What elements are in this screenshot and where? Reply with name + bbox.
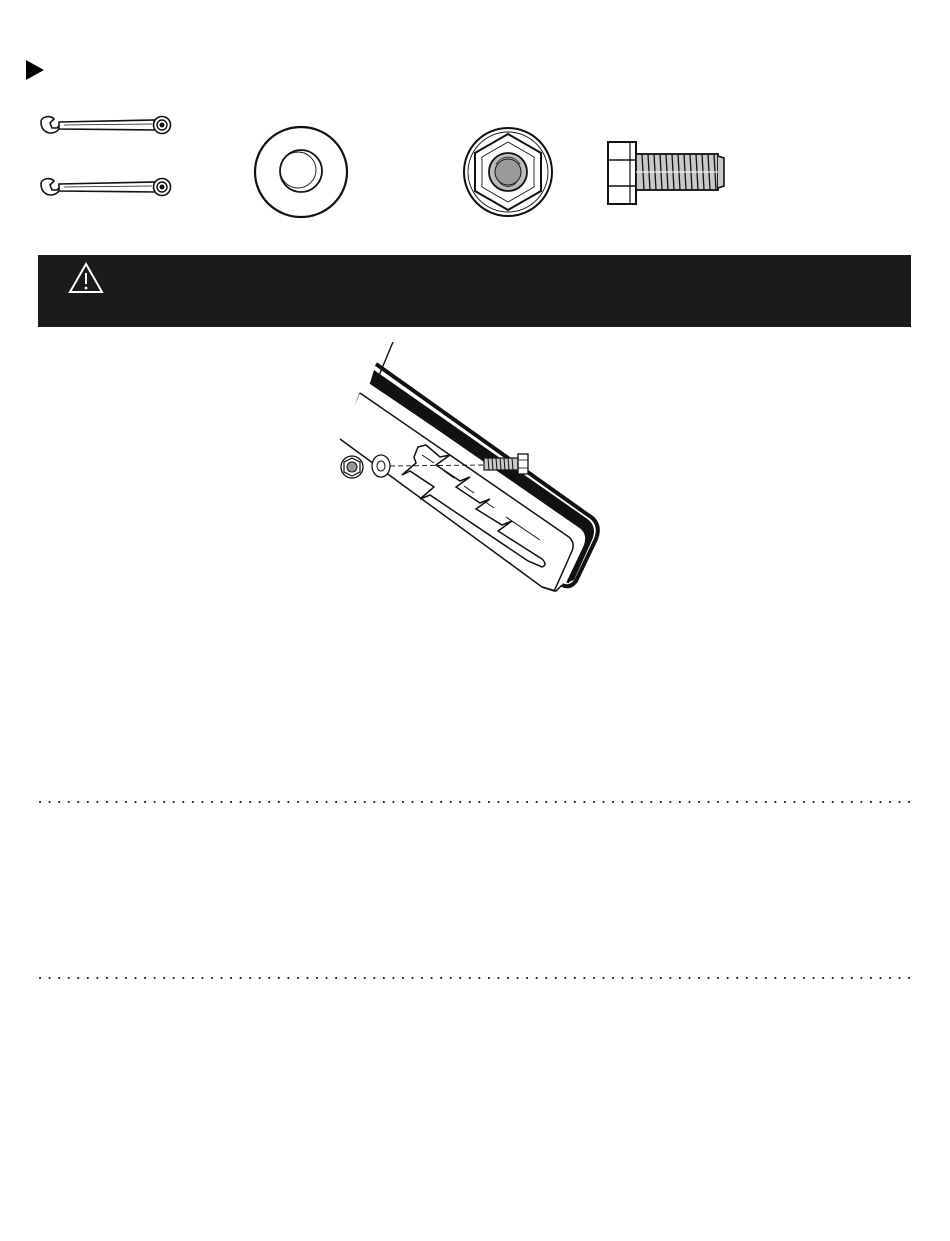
- step-marker-icon: [26, 60, 44, 80]
- warning-bar: [38, 255, 911, 327]
- wrench-icon: [38, 175, 174, 201]
- wrench-icon: [38, 113, 174, 139]
- hex-nut-icon: [458, 124, 558, 220]
- hex-bolt-icon: [606, 140, 728, 206]
- dotted-separator: [38, 800, 914, 804]
- washer-icon: [252, 124, 350, 220]
- warning-triangle-icon: [68, 261, 104, 295]
- assembly-illustration: [330, 335, 620, 597]
- dotted-separator: [38, 976, 914, 980]
